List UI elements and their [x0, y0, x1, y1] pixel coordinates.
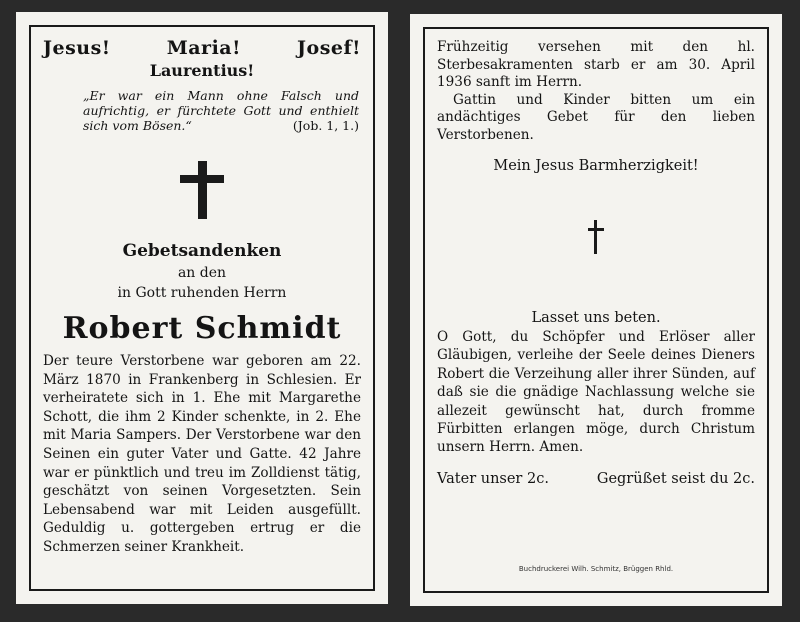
right-panel: [410, 14, 782, 606]
closing-ave-maria: Gegrüßet seist du 2c.: [596, 470, 755, 487]
prayer-heading: Lasset uns beten.: [531, 310, 661, 326]
prayer-text: O Gott, du Schöpfer und Erlöser aller Gläubigen, verleihe der Seele deines Dieners Robert die Verzeihung aller ihrer Sünden, auf daß sie die gnädige Nachlassung welche sie allezeit gewünscht hat, durch fromme Fürbitten erlangen möge, durch Christum unsern Herrn. Amen.: [437, 329, 755, 456]
death-notice: Frühzeitig versehen mit den hl. Sterbesakramenten starb er am 30. April 1936 sanft im Herrn.: [437, 39, 755, 90]
invocation-row: [43, 37, 361, 59]
mercy-invocation: Mein Jesus Barmherzigkeit!: [493, 158, 699, 174]
small-cross-icon: [588, 220, 604, 254]
left-panel: [16, 12, 388, 604]
cross-icon: [180, 161, 224, 219]
line-an-den: an den: [177, 265, 227, 281]
printer-credit: Buchdruckerei Wilh. Schmitz, Brüggen Rhld.: [518, 565, 674, 573]
right-frame: [423, 27, 769, 593]
quote-source: (Job. 1, 1.): [292, 118, 359, 133]
line-in-gott: in Gott ruhenden Herrn: [117, 285, 287, 301]
left-frame: [29, 25, 375, 591]
closing-vater-unser: Vater unser 2c.: [437, 470, 549, 487]
closing-prayers: [437, 471, 755, 487]
invocation-maria: Maria!: [166, 37, 241, 59]
invocation-josef: Josef!: [297, 37, 361, 59]
saint-name: Laurentius!: [149, 61, 255, 80]
deceased-name: Robert Schmidt: [62, 311, 342, 346]
bible-quote: [83, 88, 359, 133]
quote-text: „Er war ein Mann ohne Falsch und aufrichtig, er fürchtete Gott und enthielt sich vom Bösen.“: [83, 88, 359, 133]
prayer-request: Gattin und Kinder bitten um ein andächtiges Gebet für den lieben Verstorbenen.: [437, 91, 755, 143]
invocation-jesus: Jesus!: [43, 37, 111, 59]
memorial-heading: Gebetsandenken: [122, 241, 282, 261]
biography-text: Der teure Verstorbene war geboren am 22. März 1870 in Frankenberg in Schlesien. Er verheiratete sich in 1. Ehe mit Margarethe Schott, die ihm 2 Kinder schenkte, in 2. Ehe mit Maria Sampers. Der Verstorbene war den Seinen ein guter Vater und Gatte. 42 Jahre war er pünktlich und treu im Zolldienst tätig, geschätzt von seinen Vorgesetzten. Sein Lebensabend war mit Leiden ausgefüllt. Geduldig u. gottergeben ertrug er die Schmerzen seiner Krankheit.: [43, 353, 361, 555]
